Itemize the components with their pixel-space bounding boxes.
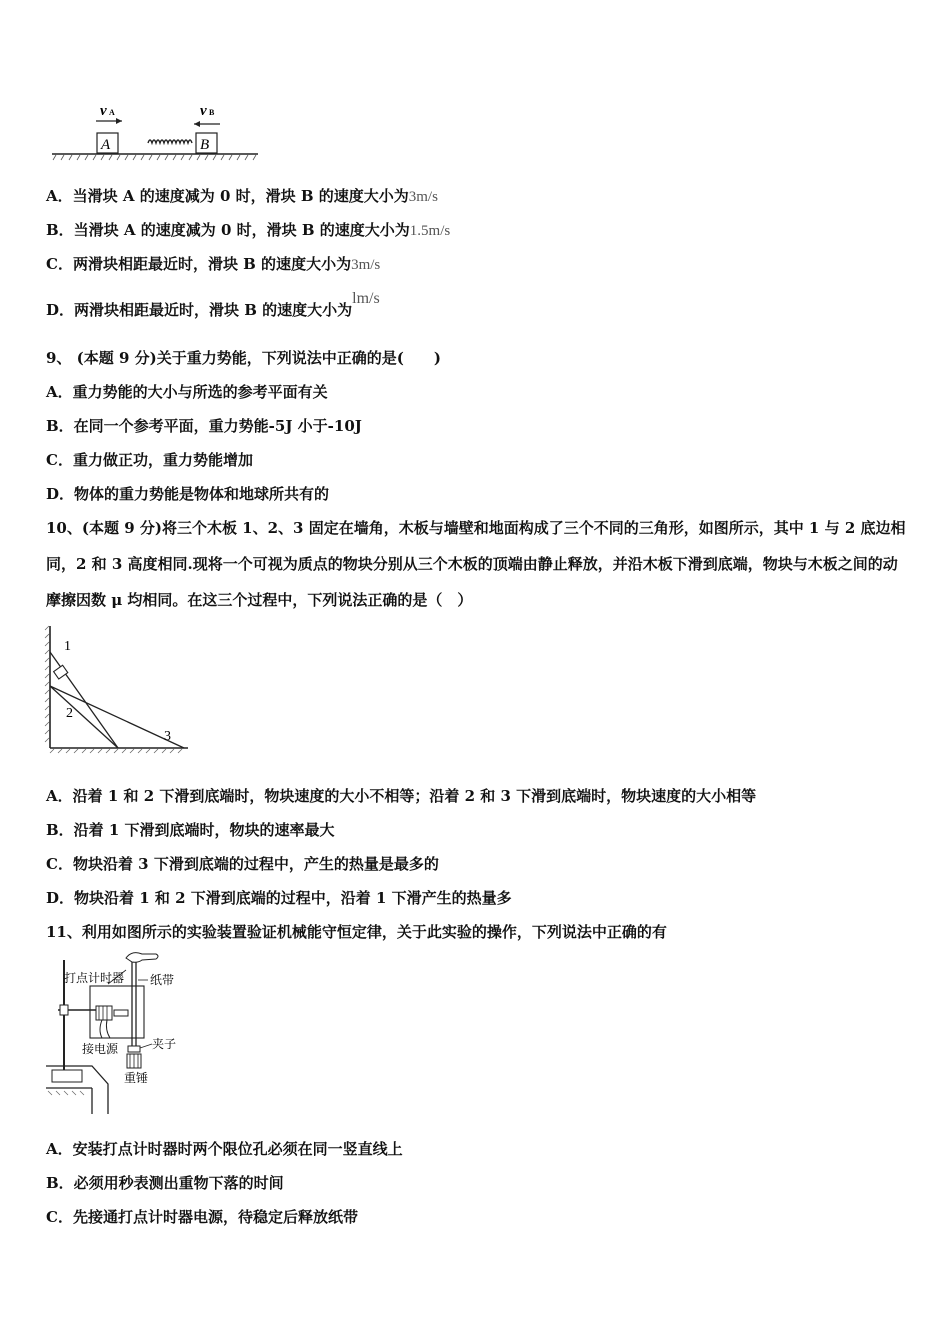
label-board-1: 1: [64, 639, 71, 654]
q9-option-a: A．重力势能的大小与所选的参考平面有关: [46, 383, 328, 401]
q10-option-a: A．沿着 1 和 2 下滑到底端时，物块速度的大小不相等；沿着 2 和 3 下滑到底端时，物块速度的大小相等: [46, 787, 757, 805]
q9-option-b: B．在同一个参考平面，重力势能-5J 小于-10J: [46, 417, 362, 435]
vb-arrow-head: [194, 121, 200, 127]
label-board-3: 3: [164, 729, 171, 744]
vb-subscript: B: [209, 108, 215, 117]
q10-stem: 10、(本题 9 分)将三个木板 1、2、3 固定在墙角，木板与墙壁和地面构成了三个不同的三角形，如图所示，其中 1 与 2 底边相同，2 和 3 高度相同.现将一个可视为质点的物块分别从三个木板的顶端由静止释放，并沿木板下滑到底端，物块与木板之间的动摩擦因数 μ 均相同。在这三个过程中，下列说法正确的是（ ）: [46, 519, 906, 609]
q9-option-d: D．物体的重力势能是物体和地球所共有的: [46, 485, 330, 503]
timer-coil: [96, 1006, 112, 1020]
label-tape: 纸带: [150, 973, 175, 987]
blocks-spring-figure: [50, 100, 265, 162]
q8-option-c-unit: 3m/s: [351, 257, 381, 273]
va-subscript: A: [109, 108, 115, 117]
spring: [148, 140, 192, 143]
small-block: [54, 665, 68, 679]
q11-option-c: C．先接通打点计时器电源，待稳定后释放纸带: [46, 1208, 358, 1226]
label-clip: 夹子: [152, 1037, 177, 1051]
q10-option-d: D．物块沿着 1 和 2 下滑到底端的过程中，沿着 1 下滑产生的热量多: [46, 889, 512, 907]
label-power: 接电源: [82, 1042, 119, 1056]
label-timer: 打点计时器: [64, 971, 125, 985]
q8-option-a: A．当滑块 A 的速度减为 0 时，滑块 B 的速度大小为3m/s: [46, 187, 438, 205]
block-a-label: A: [101, 137, 111, 153]
wall-hatch: [45, 626, 49, 742]
q8-option-d-unit: lm/s: [352, 290, 380, 307]
va-label: v: [100, 103, 107, 119]
q8-option-c: C．两滑块相距最近时，滑块 B 的速度大小为3m/s: [46, 255, 381, 273]
board-2: [50, 686, 118, 748]
q9-stem: 9、 (本题 9 分)关于重力势能，下列说法中正确的是( ): [46, 349, 441, 367]
label-weight: 重锤: [124, 1071, 149, 1085]
q9-option-c: C．重力做正功，重力势能增加: [46, 451, 253, 469]
vb-label: v: [200, 103, 207, 119]
hand: [126, 953, 158, 963]
q8-option-b: B．当滑块 A 的速度减为 0 时，滑块 B 的速度大小为1.5m/s: [46, 221, 451, 239]
ground-hatch: [53, 155, 256, 160]
q11-stem: 11、利用如图所示的实验装置验证机械能守恒定律，关于此实验的操作，下列说法中正确的有: [46, 923, 667, 941]
q8-option-d: D．两滑块相距最近时，滑块 B 的速度大小为lm/s: [46, 290, 380, 319]
floor-hatch: [50, 749, 182, 753]
ramps-figure: [42, 624, 192, 754]
q11-option-a: A．安装打点计时器时两个限位孔必须在同一竖直线上: [46, 1140, 403, 1158]
q8-option-a-unit: 3m/s: [408, 189, 438, 205]
va-arrow-head: [116, 118, 122, 124]
clip: [128, 1046, 140, 1052]
label-board-2: 2: [66, 706, 73, 721]
block-b-label: B: [200, 137, 210, 153]
q8-option-b-unit: 1.5m/s: [409, 223, 451, 239]
q11-option-b: B．必须用秒表测出重物下落的时间: [46, 1174, 284, 1192]
q10-option-c: C．物块沿着 3 下滑到底端的过程中，产生的热量是最多的: [46, 855, 439, 873]
q10-option-b: B．沿着 1 下滑到底端时，物块的速率最大: [46, 821, 335, 839]
stand-base: [52, 1070, 82, 1082]
free-fall-apparatus-figure: [44, 950, 194, 1120]
